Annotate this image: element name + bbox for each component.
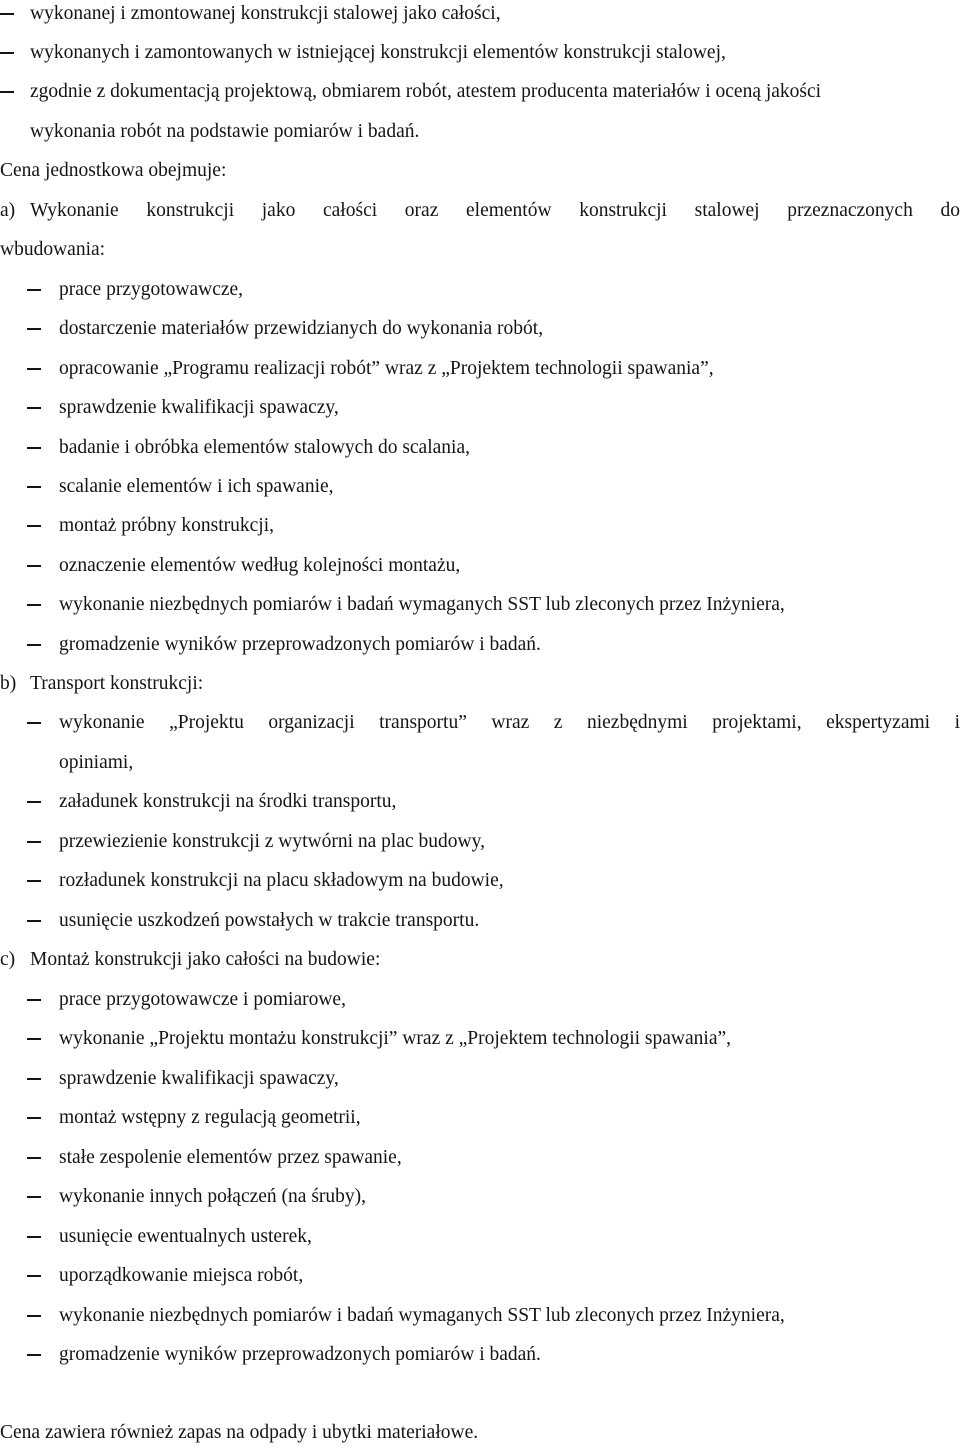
list-item-text: wykonanie „Projektu montażu konstrukcji” wraz z „Projektem technologii spawania”, — [59, 1028, 731, 1049]
intro-item-text: zgodnie z dokumentacją projektową, obmiarem robót, atestem producenta materiałów i oceną jakości — [30, 81, 822, 102]
list-item-text: wykonanie niezbędnych pomiarów i badań wymaganych SST lub zleconych przez Inżyniera, — [59, 594, 785, 615]
list-item-text: przewiezienie konstrukcji z wytwórni na plac budowy, — [59, 831, 485, 852]
section-a-title-cont: wbudowania: — [0, 239, 106, 260]
dash-bullet-icon — [27, 289, 41, 291]
dash-bullet-icon — [27, 368, 41, 370]
section-a-heading — [0, 191, 960, 231]
list-item-text: opracowanie „Programu realizacji robót” wraz z „Projektem technologii spawania”, — [59, 358, 714, 379]
dash-bullet-icon — [27, 486, 41, 488]
section-a-title: Wykonanie konstrukcji jako całości oraz elementów konstrukcji stalowej przeznaczonych do — [30, 200, 960, 221]
dash-bullet-icon — [27, 565, 41, 567]
dash-bullet-icon — [27, 1354, 41, 1356]
dash-bullet-icon — [27, 1117, 41, 1119]
dash-bullet-icon — [27, 1038, 41, 1040]
list-item-text: sprawdzenie kwalifikacji spawaczy, — [59, 397, 339, 418]
list-item-text: gromadzenie wyników przeprowadzonych pomiarów i badań. — [59, 1344, 541, 1365]
list-item-text: prace przygotowawcze, — [59, 279, 244, 300]
intro-item-text: wykonanych i zamontowanych w istniejącej konstrukcji elementów konstrukcji stalowej, — [30, 42, 726, 63]
footer-note-text: Cena zawiera również zapas na odpady i ubytki materiałowe. — [0, 1422, 479, 1443]
dash-bullet-icon — [27, 1236, 41, 1238]
dash-bullet-icon — [27, 841, 41, 843]
list-item-text: dostarczenie materiałów przewidzianych do wykonania robót, — [59, 318, 544, 339]
list-item-text: sprawdzenie kwalifikacji spawaczy, — [59, 1068, 339, 1089]
dash-bullet-icon — [27, 999, 41, 1001]
list-item-text: gromadzenie wyników przeprowadzonych pomiarów i badań. — [59, 634, 541, 655]
dash-bullet-icon — [27, 644, 41, 646]
dash-bullet-icon — [27, 920, 41, 922]
list-item-text: montaż próbny konstrukcji, — [59, 515, 275, 536]
section-c-label: c) — [0, 949, 16, 970]
dash-bullet-icon — [27, 880, 41, 882]
dash-bullet-icon — [27, 1315, 41, 1317]
dash-bullet-icon — [0, 52, 14, 54]
list-item-text: wykonanie niezbędnych pomiarów i badań wymaganych SST lub zleconych przez Inżyniera, — [59, 1305, 785, 1326]
dash-bullet-icon — [27, 328, 41, 330]
dash-bullet-icon — [27, 407, 41, 409]
list-item-text: uporządkowanie miejsca robót, — [59, 1265, 304, 1286]
list-item-text: usunięcie uszkodzeń powstałych w trakcie transportu. — [59, 910, 480, 931]
dash-bullet-icon — [27, 1196, 41, 1198]
dash-bullet-icon — [27, 1157, 41, 1159]
list-item-text: opiniami, — [59, 752, 134, 773]
list-item-text: prace przygotowawcze i pomiarowe, — [59, 989, 346, 1010]
list-item-text: usunięcie ewentualnych usterek, — [59, 1226, 312, 1247]
dash-bullet-icon — [27, 722, 41, 724]
section-c-title: Montaż konstrukcji jako całości na budowie: — [30, 949, 381, 970]
list-item-text: wykonanie innych połączeń (na śruby), — [59, 1186, 367, 1207]
list-item-text: badanie i obróbka elementów stalowych do scalania, — [59, 437, 470, 458]
list-item-text: rozładunek konstrukcji na placu składowym na budowie, — [59, 870, 504, 891]
dash-bullet-icon — [27, 801, 41, 803]
section-a-label: a) — [0, 200, 16, 221]
section-b-list-item — [0, 703, 960, 743]
intro-item-text: wykonanej i zmontowanej konstrukcji stalowej jako całości, — [30, 3, 501, 24]
list-item-text: załadunek konstrukcji na środki transportu, — [59, 791, 397, 812]
dash-bullet-icon — [27, 1275, 41, 1277]
intro-item-text: wykonania robót na podstawie pomiarów i badań. — [30, 121, 420, 142]
list-item-text: scalanie elementów i ich spawanie, — [59, 476, 334, 497]
section-b-label: b) — [0, 673, 17, 694]
list-item-text: oznaczenie elementów według kolejności montażu, — [59, 555, 461, 576]
dash-bullet-icon — [27, 525, 41, 527]
dash-bullet-icon — [0, 13, 14, 15]
dash-bullet-icon — [0, 91, 14, 93]
dash-bullet-icon — [27, 604, 41, 606]
section-b-title: Transport konstrukcji: — [30, 673, 204, 694]
list-item-text: montaż wstępny z regulacją geometrii, — [59, 1107, 361, 1128]
list-item-text: stałe zespolenie elementów przez spawanie, — [59, 1147, 402, 1168]
price-heading-text: Cena jednostkowa obejmuje: — [0, 160, 227, 181]
dash-bullet-icon — [27, 447, 41, 449]
list-item-text: wykonanie „Projektu organizacji transportu” wraz z niezbędnymi projektami, ekspertyzami i — [59, 712, 960, 733]
dash-bullet-icon — [27, 1078, 41, 1080]
